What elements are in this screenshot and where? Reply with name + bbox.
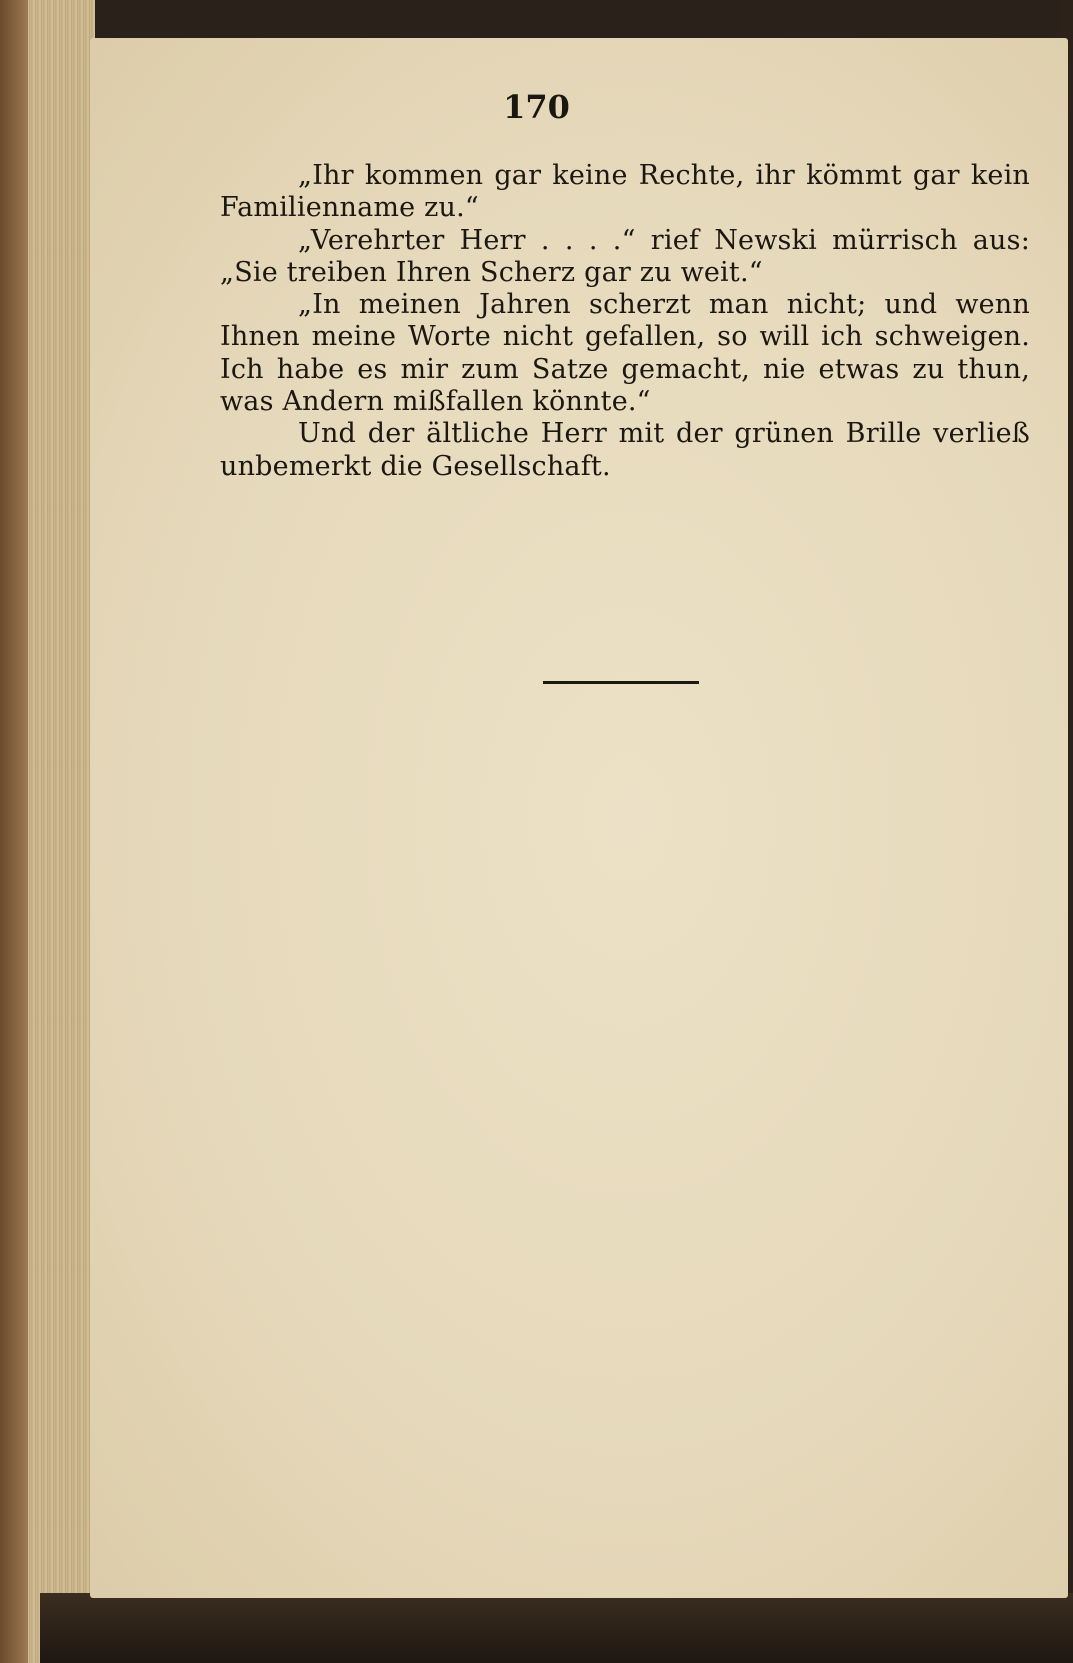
body-text bbox=[220, 160, 1030, 483]
paragraph-3: „In meinen Jahren scherzt man nicht; und wenn Ihnen meine Worte nicht gefallen, so will ich schweigen. Ich habe es mir zum Satze gemacht, nie etwas zu thun, was Andern mißfallen könnte.“ bbox=[220, 289, 1030, 418]
book-page-stack bbox=[0, 0, 95, 1663]
section-divider bbox=[543, 681, 699, 684]
page-number: 170 bbox=[503, 88, 570, 126]
paragraph-1: „Ihr kommen gar keine Rechte, ihr kömmt gar kein Familienname zu.“ bbox=[220, 160, 1030, 224]
paragraph-4: Und der ältliche Herr mit der grünen Brille verließ unbemerkt die Gesellschaft. bbox=[220, 418, 1030, 482]
paragraph-2: „Verehrter Herr . . . .“ rief Newski mürrisch aus: „Sie treiben Ihren Scherz gar zu weit.“ bbox=[220, 224, 1030, 288]
book-bottom-edge bbox=[40, 1593, 1073, 1663]
